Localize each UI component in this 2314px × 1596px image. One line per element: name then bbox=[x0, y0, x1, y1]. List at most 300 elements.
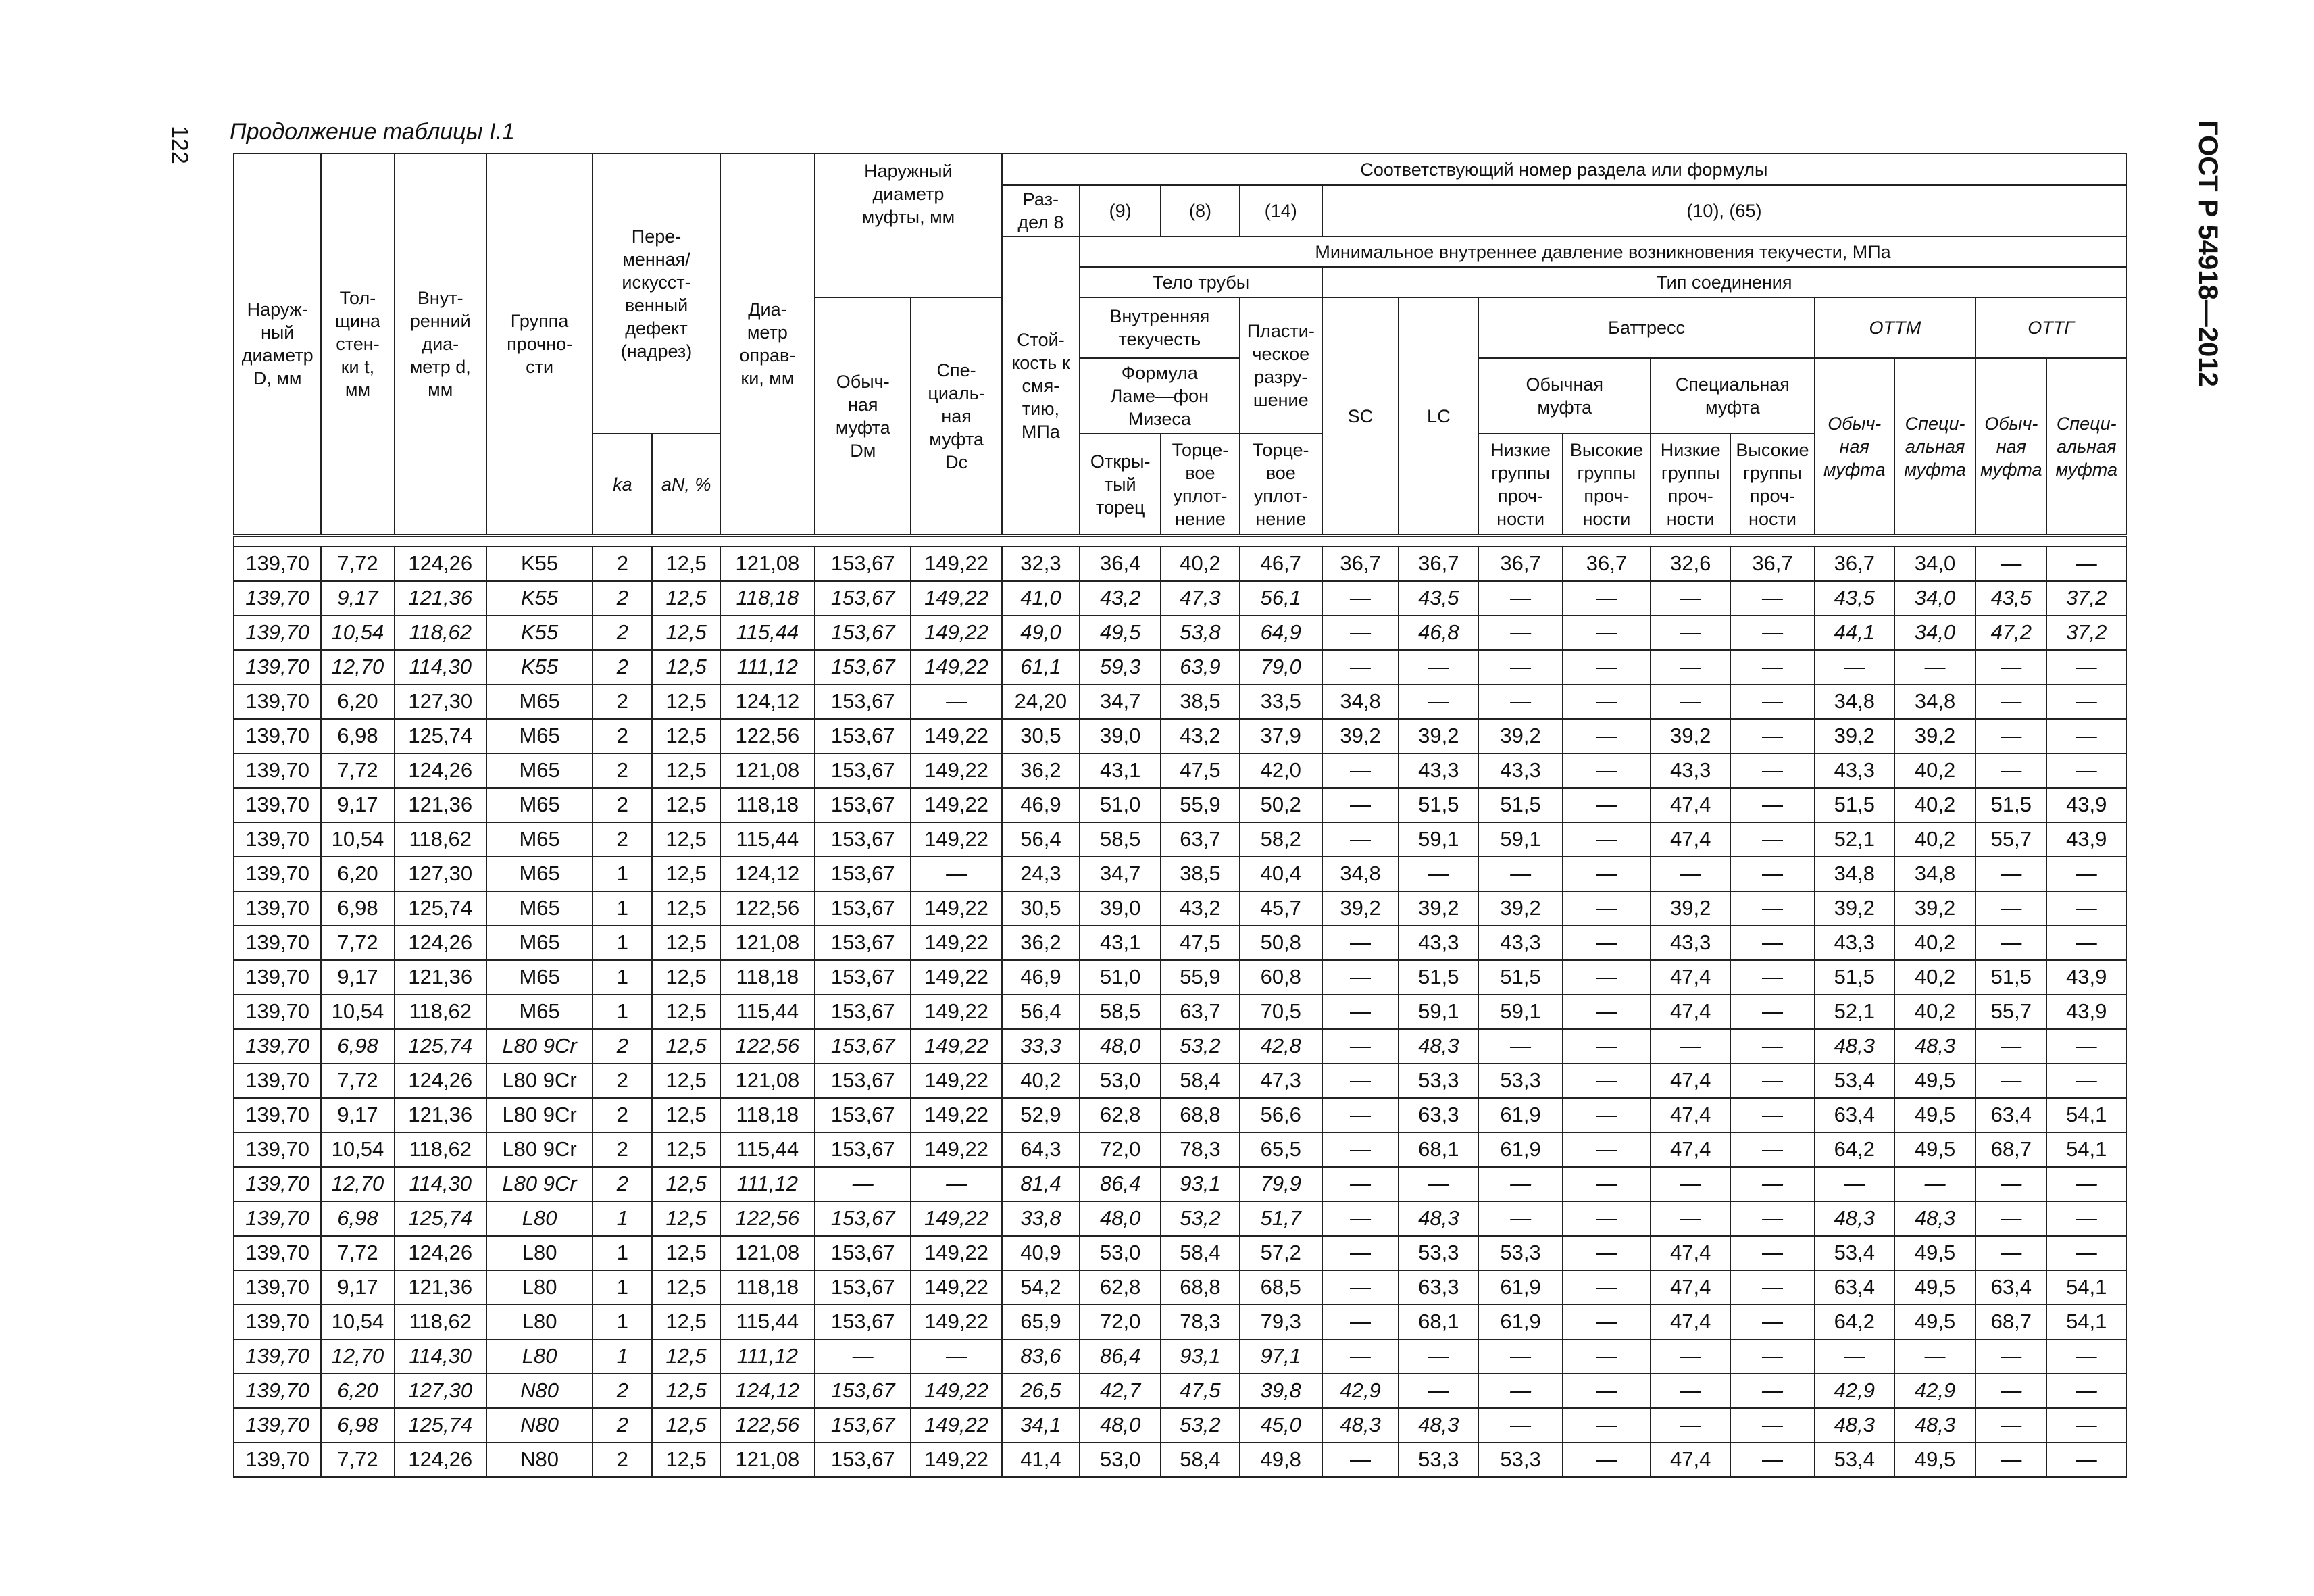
table-cell: — bbox=[1478, 1201, 1562, 1236]
table-cell: 139,70 bbox=[234, 1339, 321, 1374]
table-cell: 139,70 bbox=[234, 1408, 321, 1443]
table-cell: 68,8 bbox=[1161, 1098, 1239, 1132]
header-ottm: ОТТМ bbox=[1815, 297, 1976, 358]
table-cell: 39,0 bbox=[1080, 719, 1161, 753]
table-cell: — bbox=[1976, 1374, 2046, 1408]
table-cell: — bbox=[1976, 857, 2046, 891]
table-cell: M65 bbox=[486, 891, 593, 926]
table-cell: 63,7 bbox=[1161, 995, 1239, 1029]
table-cell: 97,1 bbox=[1240, 1339, 1322, 1374]
table-cell: 2 bbox=[593, 1167, 652, 1201]
table-cell: 139,70 bbox=[234, 650, 321, 684]
table-cell: 39,2 bbox=[1478, 719, 1562, 753]
table-cell: 153,67 bbox=[815, 995, 911, 1029]
table-cell: K55 bbox=[486, 547, 593, 581]
table-cell: 125,74 bbox=[395, 1408, 486, 1443]
header-formula-9: (9) bbox=[1080, 185, 1161, 236]
table-cell: — bbox=[2046, 684, 2126, 719]
table-cell: 153,67 bbox=[815, 753, 911, 788]
table-cell: — bbox=[1976, 1201, 2046, 1236]
table-cell: 34,8 bbox=[1322, 857, 1399, 891]
table-cell: 47,4 bbox=[1651, 995, 1730, 1029]
table-cell: — bbox=[1730, 1408, 1814, 1443]
table-cell: 139,70 bbox=[234, 891, 321, 926]
table-cell: 122,56 bbox=[720, 1029, 815, 1064]
table-cell: 59,1 bbox=[1478, 822, 1562, 857]
table-cell: 153,67 bbox=[815, 616, 911, 650]
table-cell: 61,9 bbox=[1478, 1132, 1562, 1167]
table-row bbox=[234, 1064, 2126, 1098]
table-cell: L80 9Cr bbox=[486, 1064, 593, 1098]
table-cell: — bbox=[1815, 1167, 1894, 1201]
table-cell: 36,7 bbox=[1730, 547, 1814, 581]
table-cell: 51,5 bbox=[1478, 960, 1562, 995]
table-cell: 93,1 bbox=[1161, 1167, 1239, 1201]
table-cell: 54,1 bbox=[2046, 1098, 2126, 1132]
table-cell: 86,4 bbox=[1080, 1167, 1161, 1201]
table-cell: 48,3 bbox=[1894, 1201, 1976, 1236]
table-cell: 121,36 bbox=[395, 581, 486, 616]
table-cell: — bbox=[1322, 1132, 1399, 1167]
table-cell: 39,2 bbox=[1651, 719, 1730, 753]
table-cell: 12,5 bbox=[652, 1443, 720, 1477]
table-row bbox=[234, 547, 2126, 581]
table-cell: — bbox=[1322, 616, 1399, 650]
table-row bbox=[234, 1270, 2126, 1305]
table-cell: 139,70 bbox=[234, 926, 321, 960]
table-cell: — bbox=[1399, 650, 1478, 684]
table-cell: — bbox=[1478, 1029, 1562, 1064]
table-cell: 51,5 bbox=[1815, 960, 1894, 995]
table-cell: — bbox=[815, 1339, 911, 1374]
table-cell: 34,1 bbox=[1002, 1408, 1080, 1443]
table-row bbox=[234, 926, 2126, 960]
header-defect: Пере- менная/ искусст- венный дефект (надрез) bbox=[593, 153, 720, 434]
table-cell: 45,7 bbox=[1240, 891, 1322, 926]
table-cell: 12,5 bbox=[652, 1029, 720, 1064]
table-cell: — bbox=[1322, 1098, 1399, 1132]
table-cell: 40,2 bbox=[1894, 960, 1976, 995]
table-cell: — bbox=[1478, 581, 1562, 616]
table-cell: — bbox=[2046, 1064, 2126, 1098]
table-cell: M65 bbox=[486, 822, 593, 857]
table-cell: 153,67 bbox=[815, 719, 911, 753]
table-cell: 54,1 bbox=[2046, 1305, 2126, 1339]
table-cell: 24,20 bbox=[1002, 684, 1080, 719]
table-cell: 37,9 bbox=[1240, 719, 1322, 753]
table-cell: 48,3 bbox=[1894, 1408, 1976, 1443]
table-cell: 139,70 bbox=[234, 684, 321, 719]
table-cell: — bbox=[1651, 1374, 1730, 1408]
table-row bbox=[234, 960, 2126, 995]
header-internal-yield: Внутренняя текучесть bbox=[1080, 297, 1240, 358]
table-cell: — bbox=[1563, 1064, 1651, 1098]
table-cell: 2 bbox=[593, 547, 652, 581]
table-cell: 47,4 bbox=[1651, 1270, 1730, 1305]
header-ottm-special: Специ- альная муфта bbox=[1894, 358, 1976, 535]
header-collapse: Стой- кость к смя- тию, МПа bbox=[1002, 236, 1080, 535]
table-cell: 47,3 bbox=[1240, 1064, 1322, 1098]
table-cell: 61,9 bbox=[1478, 1270, 1562, 1305]
table-cell: 40,2 bbox=[1894, 995, 1976, 1029]
table-cell: 44,1 bbox=[1815, 616, 1894, 650]
table-cell: 2 bbox=[593, 1132, 652, 1167]
standard-number: ГОСТ Р 54918—2012 bbox=[2193, 120, 2223, 387]
table-cell: — bbox=[2046, 1374, 2126, 1408]
table-cell: — bbox=[1322, 926, 1399, 960]
table-cell: — bbox=[1478, 616, 1562, 650]
table-cell: — bbox=[2046, 719, 2126, 753]
table-cell: — bbox=[1563, 650, 1651, 684]
table-row bbox=[234, 1029, 2126, 1064]
table-cell: 121,08 bbox=[720, 1443, 815, 1477]
table-cell: 124,12 bbox=[720, 684, 815, 719]
table-cell: 7,72 bbox=[321, 1236, 394, 1270]
table-cell: 53,8 bbox=[1161, 616, 1239, 650]
table-cell: 47,4 bbox=[1651, 1443, 1730, 1477]
table-cell: 49,5 bbox=[1080, 616, 1161, 650]
table-cell: 149,22 bbox=[911, 719, 1001, 753]
table-cell: M65 bbox=[486, 995, 593, 1029]
table-cell: 47,4 bbox=[1651, 1236, 1730, 1270]
table-cell: 47,5 bbox=[1161, 1374, 1239, 1408]
table-cell: 48,0 bbox=[1080, 1408, 1161, 1443]
table-cell: 68,1 bbox=[1399, 1132, 1478, 1167]
table-cell: 36,7 bbox=[1478, 547, 1562, 581]
table-cell: 48,0 bbox=[1080, 1029, 1161, 1064]
table-cell: 53,2 bbox=[1161, 1029, 1239, 1064]
table-cell: 149,22 bbox=[911, 1132, 1001, 1167]
table-cell: 115,44 bbox=[720, 822, 815, 857]
table-cell: 47,4 bbox=[1651, 1132, 1730, 1167]
table-cell: 2 bbox=[593, 581, 652, 616]
table-cell: 2 bbox=[593, 616, 652, 650]
table-cell: — bbox=[1730, 581, 1814, 616]
table-cell: 43,3 bbox=[1815, 753, 1894, 788]
table-cell: 39,2 bbox=[1478, 891, 1562, 926]
table-cell: 9,17 bbox=[321, 788, 394, 822]
table-cell: 54,1 bbox=[2046, 1270, 2126, 1305]
table-cell: 124,26 bbox=[395, 1064, 486, 1098]
table-cell: 63,9 bbox=[1161, 650, 1239, 684]
table-cell: — bbox=[1976, 719, 2046, 753]
table-cell: 124,26 bbox=[395, 753, 486, 788]
table-cell: 149,22 bbox=[911, 822, 1001, 857]
table-cell: 43,9 bbox=[2046, 822, 2126, 857]
table-row bbox=[234, 891, 2126, 926]
table-cell: — bbox=[1730, 995, 1814, 1029]
table-cell: — bbox=[1322, 1443, 1399, 1477]
header-buttress-regular: Обычная муфта bbox=[1478, 358, 1651, 434]
table-cell: — bbox=[1322, 1167, 1399, 1201]
table-cell: 149,22 bbox=[911, 891, 1001, 926]
table-cell: — bbox=[1399, 684, 1478, 719]
table-cell: — bbox=[1563, 1132, 1651, 1167]
table-cell: 114,30 bbox=[395, 1339, 486, 1374]
table-cell: 79,0 bbox=[1240, 650, 1322, 684]
table-cell: 43,2 bbox=[1080, 581, 1161, 616]
header-formula-8: (8) bbox=[1161, 185, 1239, 236]
table-cell: 153,67 bbox=[815, 822, 911, 857]
table-cell: 149,22 bbox=[911, 616, 1001, 650]
table-cell: 48,3 bbox=[1815, 1408, 1894, 1443]
table-cell: — bbox=[1563, 926, 1651, 960]
table-cell: — bbox=[1976, 1236, 2046, 1270]
table-row bbox=[234, 719, 2126, 753]
table-cell: 53,4 bbox=[1815, 1064, 1894, 1098]
table-cell: 2 bbox=[593, 788, 652, 822]
table-cell: 48,3 bbox=[1399, 1408, 1478, 1443]
table-cell: 55,9 bbox=[1161, 788, 1239, 822]
table-cell: — bbox=[2046, 891, 2126, 926]
table-cell: 2 bbox=[593, 1098, 652, 1132]
table-cell: — bbox=[1322, 788, 1399, 822]
table-cell: 46,8 bbox=[1399, 616, 1478, 650]
header-special-coupling: Спе- циаль- ная муфта Dc bbox=[911, 297, 1001, 535]
table-cell: 12,5 bbox=[652, 822, 720, 857]
table-cell: 153,67 bbox=[815, 926, 911, 960]
table-cell: 139,70 bbox=[234, 1098, 321, 1132]
header-an: aN, % bbox=[652, 434, 720, 535]
table-cell: 153,67 bbox=[815, 684, 911, 719]
table-cell: L80 bbox=[486, 1236, 593, 1270]
table-row bbox=[234, 857, 2126, 891]
table-cell: M65 bbox=[486, 753, 593, 788]
table-cell: 65,5 bbox=[1240, 1132, 1322, 1167]
table-cell: 12,5 bbox=[652, 1132, 720, 1167]
table-cell: 121,36 bbox=[395, 960, 486, 995]
table-cell: 114,30 bbox=[395, 650, 486, 684]
header-ottg-special: Специ- альная муфта bbox=[2046, 358, 2126, 535]
table-cell: — bbox=[1730, 788, 1814, 822]
table-cell: 49,5 bbox=[1894, 1270, 1976, 1305]
table-cell: 78,3 bbox=[1161, 1305, 1239, 1339]
table-cell: 7,72 bbox=[321, 547, 394, 581]
table-cell: — bbox=[1651, 581, 1730, 616]
table-cell: 139,70 bbox=[234, 1443, 321, 1477]
header-min-pressure: Минимальное внутреннее давление возникновения текучести, МПа bbox=[1080, 236, 2126, 267]
table-cell: 43,3 bbox=[1651, 926, 1730, 960]
table-cell: 10,54 bbox=[321, 1305, 394, 1339]
table-cell: — bbox=[2046, 1029, 2126, 1064]
table-cell: 12,5 bbox=[652, 1374, 720, 1408]
table-cell: 49,5 bbox=[1894, 1132, 1976, 1167]
table-cell: 53,0 bbox=[1080, 1236, 1161, 1270]
table-cell: 43,2 bbox=[1161, 719, 1239, 753]
table-cell: — bbox=[1730, 753, 1814, 788]
table-cell: 121,08 bbox=[720, 753, 815, 788]
table-cell: 2 bbox=[593, 1029, 652, 1064]
table-row bbox=[234, 753, 2126, 788]
table-cell: 53,3 bbox=[1478, 1236, 1562, 1270]
table-cell: 6,20 bbox=[321, 684, 394, 719]
table-cell: — bbox=[1976, 684, 2046, 719]
table-cell: — bbox=[1563, 1029, 1651, 1064]
table-cell: 47,4 bbox=[1651, 1064, 1730, 1098]
table-cell: 43,9 bbox=[2046, 960, 2126, 995]
table-cell: — bbox=[1478, 1374, 1562, 1408]
table-cell: — bbox=[1730, 650, 1814, 684]
table-cell: 12,5 bbox=[652, 1305, 720, 1339]
table-cell: 70,5 bbox=[1240, 995, 1322, 1029]
header-formula-14: (14) bbox=[1240, 185, 1322, 236]
header-sc: SC bbox=[1322, 297, 1399, 535]
table-cell: — bbox=[1563, 960, 1651, 995]
table-cell: 149,22 bbox=[911, 650, 1001, 684]
table-cell: — bbox=[1651, 1339, 1730, 1374]
table-cell: 83,6 bbox=[1002, 1339, 1080, 1374]
table-cell: 7,72 bbox=[321, 753, 394, 788]
table-cell: 10,54 bbox=[321, 822, 394, 857]
table-cell: — bbox=[1730, 1029, 1814, 1064]
table-row bbox=[234, 581, 2126, 616]
table-cell: — bbox=[1563, 719, 1651, 753]
table-cell: 43,5 bbox=[1976, 581, 2046, 616]
table-cell: — bbox=[1399, 857, 1478, 891]
table-cell: M65 bbox=[486, 788, 593, 822]
table-cell: M65 bbox=[486, 926, 593, 960]
table-cell: 12,5 bbox=[652, 891, 720, 926]
table-cell: 46,7 bbox=[1240, 547, 1322, 581]
table-cell: 55,7 bbox=[1976, 822, 2046, 857]
table-cell: 38,5 bbox=[1161, 857, 1239, 891]
table-cell: 139,70 bbox=[234, 581, 321, 616]
table-cell: 12,5 bbox=[652, 788, 720, 822]
table-cell: 153,67 bbox=[815, 1098, 911, 1132]
table-cell: 39,2 bbox=[1894, 891, 1976, 926]
table-cell: 9,17 bbox=[321, 960, 394, 995]
header-low-grade-2: Низкие группы проч- ности bbox=[1651, 434, 1730, 535]
table-cell: 39,2 bbox=[1322, 891, 1399, 926]
table-cell: L80 bbox=[486, 1305, 593, 1339]
table-cell: 61,9 bbox=[1478, 1305, 1562, 1339]
header-ottg-regular: Обыч- ная муфта bbox=[1976, 358, 2046, 535]
table-cell: 149,22 bbox=[911, 1098, 1001, 1132]
header-lame-mises: Формула Ламе—фон Мизеса bbox=[1080, 358, 1240, 434]
table-cell: 12,5 bbox=[652, 926, 720, 960]
table-cell: 153,67 bbox=[815, 581, 911, 616]
table-cell: 58,4 bbox=[1161, 1236, 1239, 1270]
header-regular-coupling: Обыч- ная муфта Dм bbox=[815, 297, 911, 535]
table-cell: 47,3 bbox=[1161, 581, 1239, 616]
table-cell: 43,3 bbox=[1815, 926, 1894, 960]
table-cell: 139,70 bbox=[234, 1236, 321, 1270]
table-cell: 12,5 bbox=[652, 547, 720, 581]
table-cell: 47,5 bbox=[1161, 926, 1239, 960]
table-cell: 55,7 bbox=[1976, 995, 2046, 1029]
table-cell: 1 bbox=[593, 1339, 652, 1374]
table-cell: — bbox=[1730, 1167, 1814, 1201]
table-cell: 12,5 bbox=[652, 684, 720, 719]
table-cell: 153,67 bbox=[815, 650, 911, 684]
table-cell: 124,12 bbox=[720, 857, 815, 891]
table-cell: 2 bbox=[593, 1064, 652, 1098]
table-cell: 149,22 bbox=[911, 581, 1001, 616]
table-cell: — bbox=[1651, 1029, 1730, 1064]
table-cell: — bbox=[1651, 857, 1730, 891]
table-cell: 43,5 bbox=[1815, 581, 1894, 616]
table-cell: 118,62 bbox=[395, 1132, 486, 1167]
header-separator bbox=[234, 535, 2126, 547]
table-cell: 1 bbox=[593, 1305, 652, 1339]
table-cell: M65 bbox=[486, 684, 593, 719]
table-cell: 39,2 bbox=[1651, 891, 1730, 926]
table-cell: 36,2 bbox=[1002, 753, 1080, 788]
table-cell: L80 bbox=[486, 1339, 593, 1374]
table-cell: — bbox=[1976, 650, 2046, 684]
page-number: 122 bbox=[167, 126, 193, 164]
table-cell: — bbox=[1730, 857, 1814, 891]
table-cell: 153,67 bbox=[815, 1132, 911, 1167]
table-cell: 59,1 bbox=[1399, 822, 1478, 857]
table-cell: 114,30 bbox=[395, 1167, 486, 1201]
table-cell: — bbox=[1399, 1374, 1478, 1408]
table-cell: 30,5 bbox=[1002, 891, 1080, 926]
table-cell: 41,0 bbox=[1002, 581, 1080, 616]
table-cell: 118,18 bbox=[720, 1270, 815, 1305]
table-cell: — bbox=[1730, 1064, 1814, 1098]
table-cell: 47,2 bbox=[1976, 616, 2046, 650]
table-cell: — bbox=[1815, 1339, 1894, 1374]
table-cell: — bbox=[1976, 1443, 2046, 1477]
table-cell: — bbox=[2046, 1443, 2126, 1477]
table-row bbox=[234, 822, 2126, 857]
table-cell: 43,9 bbox=[2046, 995, 2126, 1029]
table-row bbox=[234, 1305, 2126, 1339]
table-cell: 139,70 bbox=[234, 719, 321, 753]
table-cell: 153,67 bbox=[815, 891, 911, 926]
table-cell: — bbox=[1322, 753, 1399, 788]
table-cell: 149,22 bbox=[911, 1305, 1001, 1339]
table-cell: — bbox=[1651, 1408, 1730, 1443]
table-cell: 124,26 bbox=[395, 1443, 486, 1477]
table-cell: 50,2 bbox=[1240, 788, 1322, 822]
table-cell: — bbox=[2046, 650, 2126, 684]
table-cell: 42,0 bbox=[1240, 753, 1322, 788]
table-cell: 118,62 bbox=[395, 1305, 486, 1339]
table-cell: 56,4 bbox=[1002, 822, 1080, 857]
table-cell: 111,12 bbox=[720, 1167, 815, 1201]
table-cell: — bbox=[1478, 1339, 1562, 1374]
table-cell: 62,8 bbox=[1080, 1098, 1161, 1132]
table-cell: 41,4 bbox=[1002, 1443, 1080, 1477]
table-cell: 42,8 bbox=[1240, 1029, 1322, 1064]
table-cell: 39,2 bbox=[1894, 719, 1976, 753]
table-body bbox=[234, 547, 2126, 1477]
table-row bbox=[234, 788, 2126, 822]
table-cell: 53,3 bbox=[1399, 1236, 1478, 1270]
table-cell: 121,08 bbox=[720, 1064, 815, 1098]
table-cell: 12,5 bbox=[652, 1339, 720, 1374]
table-cell: 51,5 bbox=[1478, 788, 1562, 822]
table-cell: 63,7 bbox=[1161, 822, 1239, 857]
table-cell: 153,67 bbox=[815, 1374, 911, 1408]
table-cell: 93,1 bbox=[1161, 1339, 1239, 1374]
table-cell: — bbox=[1322, 1339, 1399, 1374]
table-cell: 12,70 bbox=[321, 650, 394, 684]
table-cell: 51,5 bbox=[1976, 960, 2046, 995]
table-cell: 122,56 bbox=[720, 719, 815, 753]
table-cell: 59,1 bbox=[1399, 995, 1478, 1029]
table-cell: 7,72 bbox=[321, 1443, 394, 1477]
table-cell: 125,74 bbox=[395, 1201, 486, 1236]
table-cell: L80 9Cr bbox=[486, 1167, 593, 1201]
table-cell: 122,56 bbox=[720, 1201, 815, 1236]
table-cell: 153,67 bbox=[815, 1201, 911, 1236]
table-cell: 153,67 bbox=[815, 1270, 911, 1305]
table-cell: 9,17 bbox=[321, 1270, 394, 1305]
table-cell: — bbox=[1478, 650, 1562, 684]
